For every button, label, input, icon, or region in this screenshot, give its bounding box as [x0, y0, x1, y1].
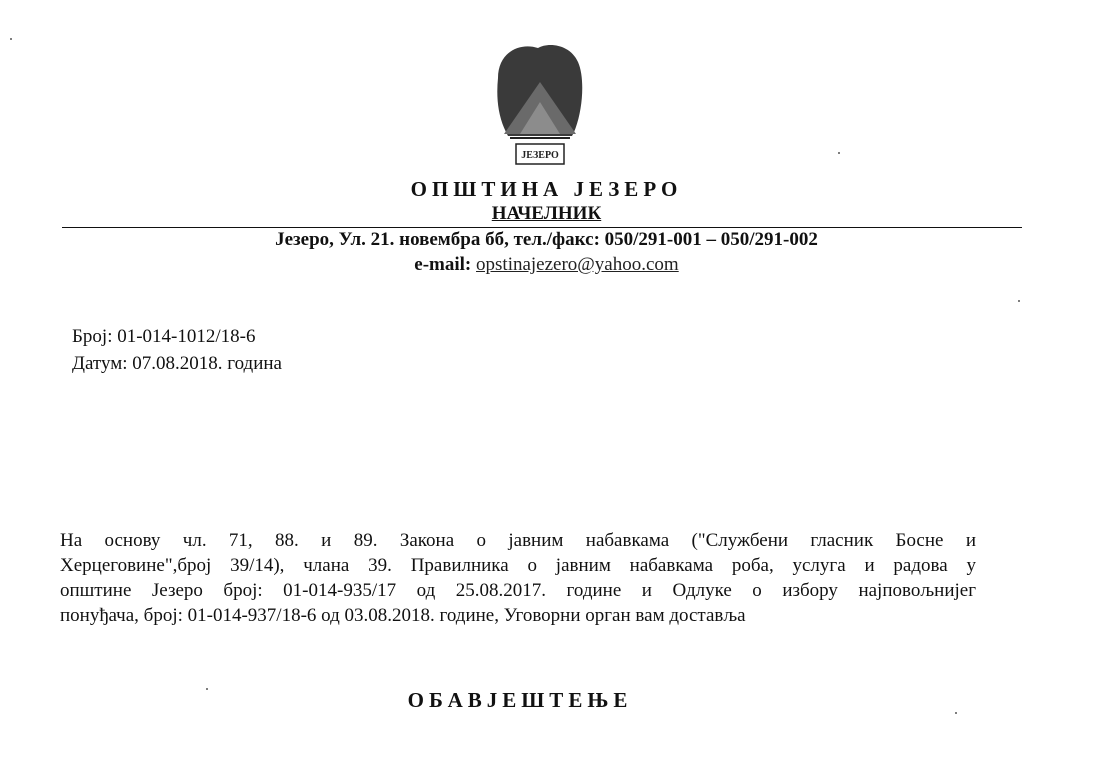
municipality-crest [490, 40, 590, 175]
notice-title: ОБАВЈЕШТЕЊЕ [407, 688, 633, 712]
scan-speck [10, 38, 12, 40]
body-paragraph [60, 528, 976, 628]
crest-emblem-icon [490, 40, 590, 175]
email-line [0, 254, 1093, 276]
email-link[interactable]: opstinajezero@yahoo.com [476, 254, 679, 275]
body-line: општине Језеро број: 01-014-935/17 од 25.08.2017. године и Одлуке о избору најповољнијег [60, 580, 976, 601]
body-line: понуђача, број: 01-014-937/18-6 од 03.08.2018. године, Уговорни орган вам доставља [60, 605, 746, 626]
scan-speck [1018, 300, 1020, 302]
email-label: e-mail: [414, 254, 472, 275]
scan-speck [206, 688, 208, 690]
scan-speck [955, 712, 957, 714]
header-divider [62, 227, 1022, 228]
scan-speck [838, 152, 840, 154]
address-line: Језеро, Ул. 21. новембра бб, тел./факс: 050/291-001 – 050/291-002 [275, 229, 818, 250]
org-name: ОПШТИНА ЈЕЗЕРО [410, 177, 683, 201]
reference-date: Датум: 07.08.2018. година [72, 353, 282, 374]
body-line: Херцеговине",број 39/14), члана 39. Правилника о јавним набавкама роба, услуга и радова у [60, 555, 976, 576]
body-line: На основу чл. 71, 88. и 89. Закона о јавним набавкама ("Службени гласник Босне и [60, 530, 976, 551]
crest-text: ЈЕЗЕРО [521, 150, 559, 161]
office-title: НАЧЕЛНИК [491, 203, 602, 224]
reference-number: Број: 01-014-1012/18-6 [72, 326, 256, 347]
